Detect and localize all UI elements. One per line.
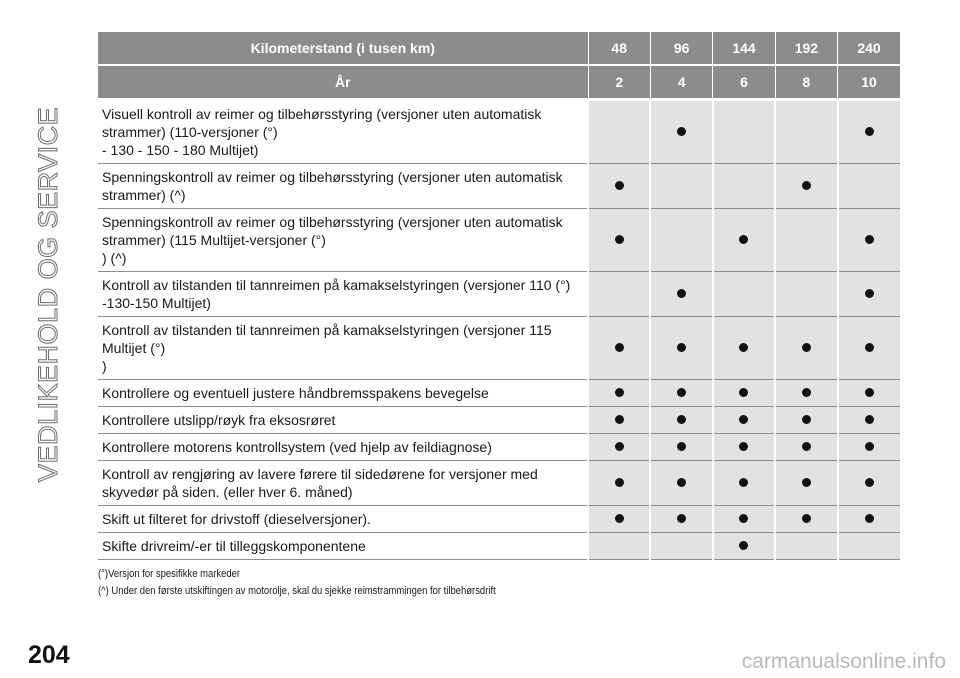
interval-cell	[588, 100, 650, 164]
scheduled-dot-icon	[677, 478, 686, 487]
interval-cell	[713, 209, 775, 272]
maintenance-schedule-table	[98, 32, 900, 560]
interval-cell	[713, 380, 775, 407]
interval-cell	[713, 434, 775, 461]
scheduled-dot-icon	[739, 541, 748, 550]
interval-cell	[838, 100, 900, 164]
operation-description: Kontroll av tilstanden til tannreimen på kamakselstyringen (versjoner 115 Multijet (°) )	[98, 317, 588, 380]
interval-cell	[775, 317, 837, 380]
interval-cell	[775, 380, 837, 407]
year-header-row	[98, 65, 900, 100]
scheduled-dot-icon	[865, 514, 874, 523]
scheduled-dot-icon	[739, 415, 748, 424]
scheduled-dot-icon	[865, 415, 874, 424]
interval-cell	[588, 380, 650, 407]
interval-cell	[713, 506, 775, 533]
year-value: 8	[775, 65, 837, 100]
scheduled-dot-icon	[615, 415, 624, 424]
year-value: 4	[650, 65, 712, 100]
footnote: (^) Under den første utskiftingen av motorolje, skal du sjekke reimstrammingen for tilbehørsdrift	[98, 585, 496, 597]
scheduled-dot-icon	[615, 181, 624, 190]
interval-cell	[588, 461, 650, 506]
scheduled-dot-icon	[802, 442, 811, 451]
interval-cell	[838, 317, 900, 380]
scheduled-dot-icon	[802, 388, 811, 397]
interval-cell	[775, 209, 837, 272]
scheduled-dot-icon	[802, 514, 811, 523]
interval-cell	[588, 209, 650, 272]
operation-description: Skift ut filteret for drivstoff (dieselversjoner).	[98, 506, 588, 533]
interval-cell	[838, 434, 900, 461]
footnotes	[98, 566, 898, 600]
operation-description: Kontroll av tilstanden til tannreimen på kamakselstyringen (versjoner 110 (°) -130-150 Multijet)	[98, 272, 588, 317]
watermark: carmanualsonline.info	[741, 650, 946, 673]
scheduled-dot-icon	[865, 289, 874, 298]
scheduled-dot-icon	[802, 181, 811, 190]
schedule-row	[98, 209, 900, 272]
operation-description: Spenningskontroll av reimer og tilbehørsstyring (versjoner uten automatisk strammer) (^)	[98, 164, 588, 209]
mileage-header-label: Kilometerstand (i tusen km)	[98, 32, 588, 65]
mileage-value: 192	[775, 32, 837, 65]
mileage-header-row	[98, 32, 900, 65]
interval-cell	[650, 164, 712, 209]
mileage-value: 144	[713, 32, 775, 65]
interval-cell	[650, 209, 712, 272]
scheduled-dot-icon	[865, 235, 874, 244]
mileage-value: 96	[650, 32, 712, 65]
operation-description: Kontrollere utslipp/røyk fra eksosrøret	[98, 407, 588, 434]
interval-cell	[838, 407, 900, 434]
interval-cell	[713, 164, 775, 209]
interval-cell	[588, 506, 650, 533]
scheduled-dot-icon	[677, 415, 686, 424]
year-value: 2	[588, 65, 650, 100]
interval-cell	[775, 533, 837, 560]
interval-cell	[713, 272, 775, 317]
year-header-label: År	[98, 65, 588, 100]
interval-cell	[838, 506, 900, 533]
interval-cell	[775, 461, 837, 506]
schedule-row	[98, 100, 900, 164]
schedule-row	[98, 272, 900, 317]
interval-cell	[713, 100, 775, 164]
interval-cell	[775, 100, 837, 164]
interval-cell	[838, 209, 900, 272]
interval-cell	[588, 407, 650, 434]
operation-description: Skifte drivreim/-er til tilleggskomponentene	[98, 533, 588, 560]
interval-cell	[650, 434, 712, 461]
scheduled-dot-icon	[865, 388, 874, 397]
interval-cell	[650, 380, 712, 407]
interval-cell	[588, 434, 650, 461]
operation-description: Kontrollere og eventuell justere håndbremsspakens bevegelse	[98, 380, 588, 407]
interval-cell	[650, 100, 712, 164]
interval-cell	[650, 533, 712, 560]
interval-cell	[713, 317, 775, 380]
mileage-value: 240	[838, 32, 900, 65]
schedule-row	[98, 164, 900, 209]
interval-cell	[588, 533, 650, 560]
interval-cell	[713, 533, 775, 560]
interval-cell	[713, 461, 775, 506]
interval-cell	[838, 380, 900, 407]
scheduled-dot-icon	[802, 415, 811, 424]
scheduled-dot-icon	[865, 442, 874, 451]
year-value: 6	[713, 65, 775, 100]
interval-cell	[775, 164, 837, 209]
scheduled-dot-icon	[615, 478, 624, 487]
scheduled-dot-icon	[739, 343, 748, 352]
interval-cell	[775, 272, 837, 317]
scheduled-dot-icon	[865, 127, 874, 136]
interval-cell	[838, 164, 900, 209]
operation-description: Kontroll av rengjøring av lavere førere til sidedørene for versjoner med skyvedør på siden. (eller hver 6. måned)	[98, 461, 588, 506]
interval-cell	[838, 461, 900, 506]
page-number: 204	[28, 641, 70, 669]
scheduled-dot-icon	[739, 388, 748, 397]
scheduled-dot-icon	[615, 442, 624, 451]
scheduled-dot-icon	[677, 514, 686, 523]
scheduled-dot-icon	[865, 478, 874, 487]
interval-cell	[650, 272, 712, 317]
interval-cell	[775, 506, 837, 533]
interval-cell	[713, 407, 775, 434]
schedule-row	[98, 506, 900, 533]
schedule-row	[98, 461, 900, 506]
interval-cell	[838, 272, 900, 317]
schedule-row	[98, 533, 900, 560]
interval-cell	[650, 317, 712, 380]
scheduled-dot-icon	[677, 343, 686, 352]
scheduled-dot-icon	[739, 514, 748, 523]
schedule-row	[98, 407, 900, 434]
scheduled-dot-icon	[739, 478, 748, 487]
scheduled-dot-icon	[677, 127, 686, 136]
interval-cell	[650, 506, 712, 533]
interval-cell	[588, 272, 650, 317]
scheduled-dot-icon	[615, 235, 624, 244]
scheduled-dot-icon	[802, 478, 811, 487]
scheduled-dot-icon	[802, 343, 811, 352]
scheduled-dot-icon	[677, 442, 686, 451]
interval-cell	[775, 434, 837, 461]
operation-description: Spenningskontroll av reimer og tilbehørsstyring (versjoner uten automatisk strammer) (115 Multijet-versjoner (°) ) (^)	[98, 209, 588, 272]
mileage-value: 48	[588, 32, 650, 65]
section-title-vertical: VEDLIKEHOLD OG SERVICE	[33, 106, 63, 482]
schedule-row	[98, 380, 900, 407]
interval-cell	[775, 407, 837, 434]
scheduled-dot-icon	[677, 388, 686, 397]
scheduled-dot-icon	[615, 388, 624, 397]
operation-description: Visuell kontroll av reimer og tilbehørsstyring (versjoner uten automatisk strammer) (110-versjoner (°) - 130 - 150 - 180 Multijet)	[98, 100, 588, 164]
footnote: (°)Versjon for spesifikke markeder	[98, 568, 241, 580]
scheduled-dot-icon	[615, 343, 624, 352]
interval-cell	[588, 317, 650, 380]
scheduled-dot-icon	[865, 343, 874, 352]
scheduled-dot-icon	[739, 442, 748, 451]
scheduled-dot-icon	[677, 289, 686, 298]
interval-cell	[650, 461, 712, 506]
schedule-row	[98, 317, 900, 380]
interval-cell	[650, 407, 712, 434]
interval-cell	[588, 164, 650, 209]
interval-cell	[838, 533, 900, 560]
schedule-row	[98, 434, 900, 461]
year-value: 10	[838, 65, 900, 100]
schedule-body	[98, 100, 900, 560]
scheduled-dot-icon	[739, 235, 748, 244]
scheduled-dot-icon	[615, 514, 624, 523]
operation-description: Kontrollere motorens kontrollsystem (ved hjelp av feildiagnose)	[98, 434, 588, 461]
